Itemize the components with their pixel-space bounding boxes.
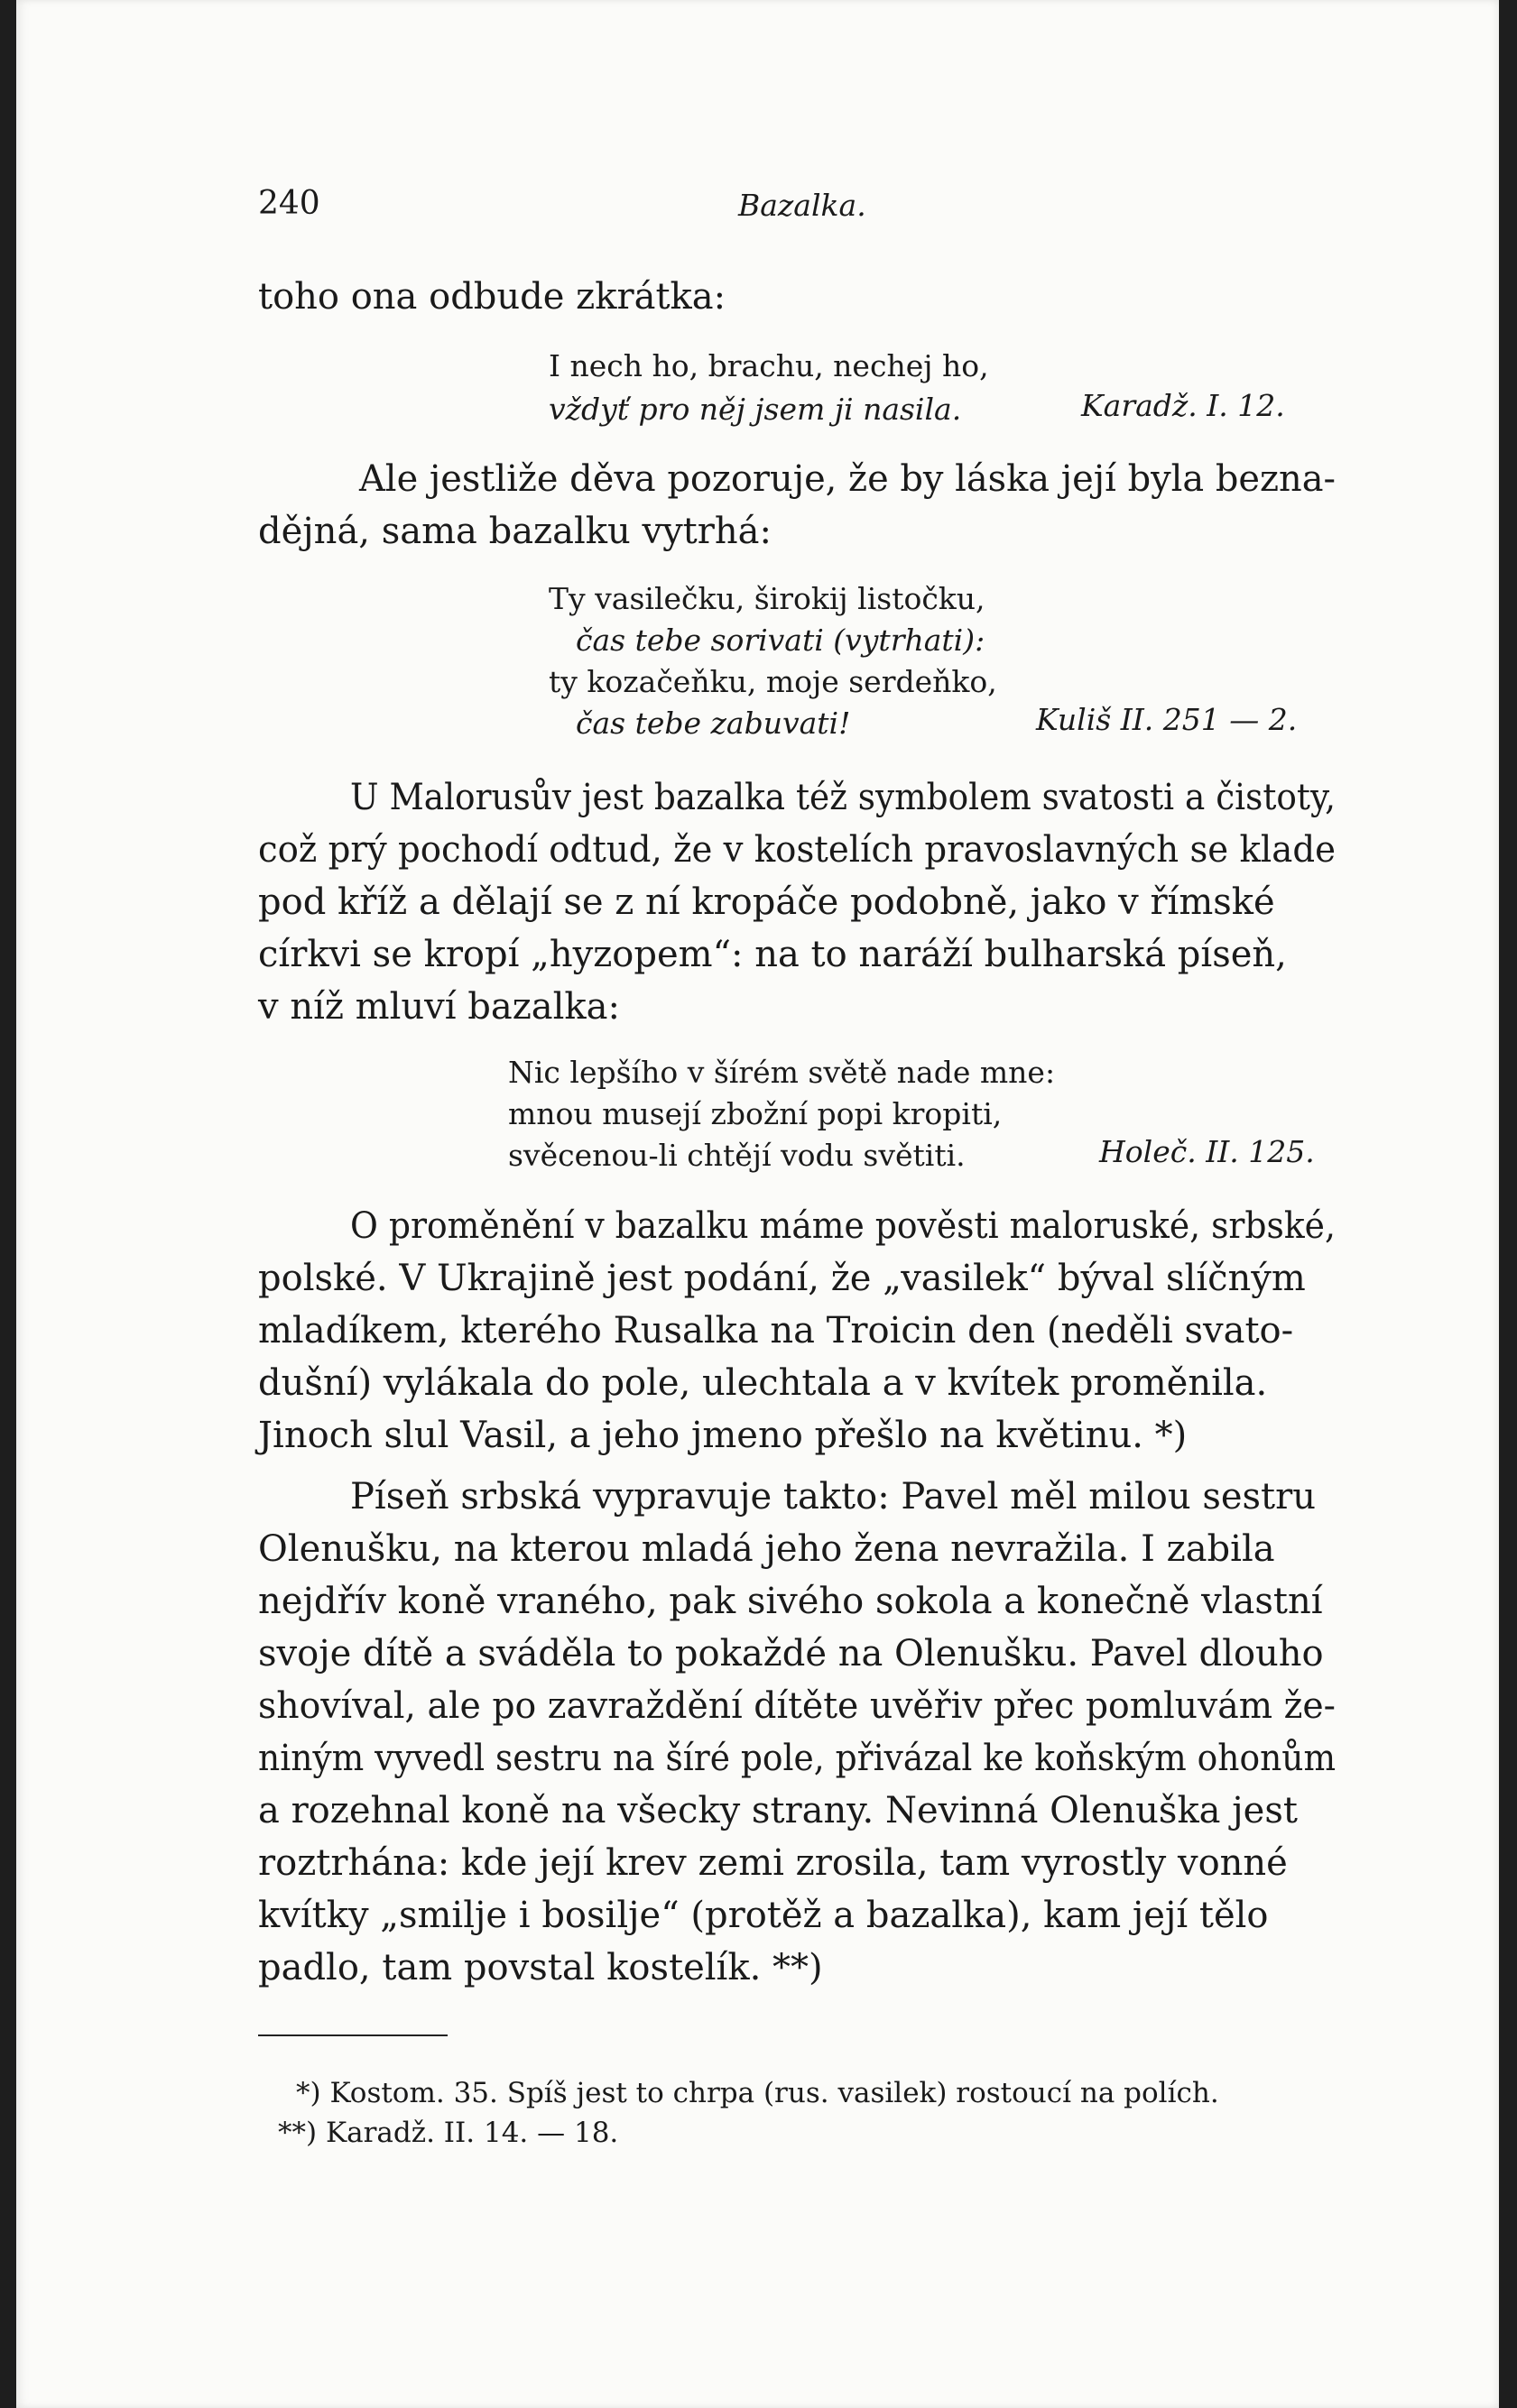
verse-3-line-2: mnou musejí zbožní popi kropiti, (508, 1096, 1003, 1131)
para-4-line-6: niným vyvedl sestru na šíré pole, přivázal ke koňským ohonům (258, 1738, 1337, 1779)
para-4-line-4: svoje dítě a sváděla to pokaždé na Olenušku. Pavel dlouho (258, 1633, 1324, 1675)
para-4-line-8: roztrhána: kde její krev zemi zrosila, tam vyrostly vonné (258, 1842, 1288, 1884)
para-3-line-3: mladíkem, kterého Rusalka na Troicin den (neděli svato- (258, 1310, 1294, 1352)
para-1-line-1: Ale jestliže děva pozoruje, že by láska její byla bezna- (359, 458, 1337, 500)
para-4-line-10: padlo, tam povstal kostelík. **) (258, 1947, 823, 1988)
book-page (16, 0, 1499, 2408)
verse-2-citation: Kuliš II. 251 — 2. (1036, 702, 1298, 737)
para-4-line-5: shovíval, ale po zavraždění dítěte uvěřiv přec pomluvám že- (258, 1685, 1336, 1727)
para-3-line-2: polské. V Ukrajině jest podání, že „vasilek“ býval slíčným (258, 1258, 1306, 1299)
para-2-line-2: což prý pochodí odtud, že v kostelích pravoslavných se klade (258, 829, 1336, 871)
para-3-line-5: Jinoch slul Vasil, a jeho jmeno přešlo na květinu. *) (258, 1415, 1188, 1456)
verse-3-citation: Holeč. II. 125. (1099, 1134, 1315, 1169)
verse-2-line-2: čas tebe sorivati (vytrhati): (576, 623, 985, 658)
para-4-line-3: nejdřív koně vraného, pak sivého sokola a konečně vlastní (258, 1581, 1323, 1622)
footnote-1: *) Kostom. 35. Spíš jest to chrpa (rus. vasilek) rostoucí na polích. (296, 2077, 1219, 2109)
intro-line: toho ona odbude zkrátka: (258, 276, 726, 318)
para-3-line-4: dušní) vylákala do pole, ulechtala a v kvítek proměnila. (258, 1362, 1268, 1404)
para-3-line-1: O proměnění v bazalku máme pověsti maloruské, srbské, (350, 1205, 1336, 1247)
verse-2-line-1: Ty vasilečku, širokij listočku, (549, 581, 985, 616)
verse-2-line-4: čas tebe zabuvati! (576, 706, 851, 741)
para-4-line-2: Olenušku, na kterou mladá jeho žena nevražila. I zabila (258, 1528, 1275, 1570)
verse-2-line-3: ty kozačeňku, moje serdeňko, (549, 664, 997, 699)
para-2-line-3: pod kříž a dělají se z ní kropáče podobně, jako v římské (258, 881, 1275, 923)
verse-3-line-1: Nic lepšího v šírém světě nade mne: (508, 1055, 1056, 1090)
para-4-line-7: a rozehnal koně na všecky strany. Nevinná Olenuška jest (258, 1790, 1298, 1831)
para-1-line-2: dějná, sama bazalku vytrhá: (258, 511, 772, 552)
footnote-2: **) Karadž. II. 14. — 18. (278, 2117, 619, 2149)
page-number: 240 (258, 185, 320, 222)
para-4-line-1: Píseň srbská vypravuje takto: Pavel měl milou sestru (350, 1476, 1316, 1518)
footnote-divider (258, 2034, 448, 2036)
para-2-line-4: církvi se kropí „hyzopem“: na to naráží bulharská píseň, (258, 934, 1287, 975)
verse-3-line-3: svěcenou-li chtějí vodu světiti. (508, 1138, 966, 1173)
running-title: Bazalka. (738, 188, 866, 223)
verse-1-line-2: vždyť pro něj jsem ji nasila. (549, 392, 962, 427)
para-2-line-5: v níž mluví bazalka: (258, 986, 620, 1028)
para-2-line-1: U Malorusův jest bazalka též symbolem svatosti a čistoty, (350, 777, 1337, 818)
verse-1-line-1: I nech ho, brachu, nechej ho, (549, 348, 989, 383)
para-4-line-9: kvítky „smilje i bosilje“ (protěž a bazalka), kam její tělo (258, 1895, 1269, 1936)
verse-1-citation: Karadž. I. 12. (1081, 388, 1285, 423)
